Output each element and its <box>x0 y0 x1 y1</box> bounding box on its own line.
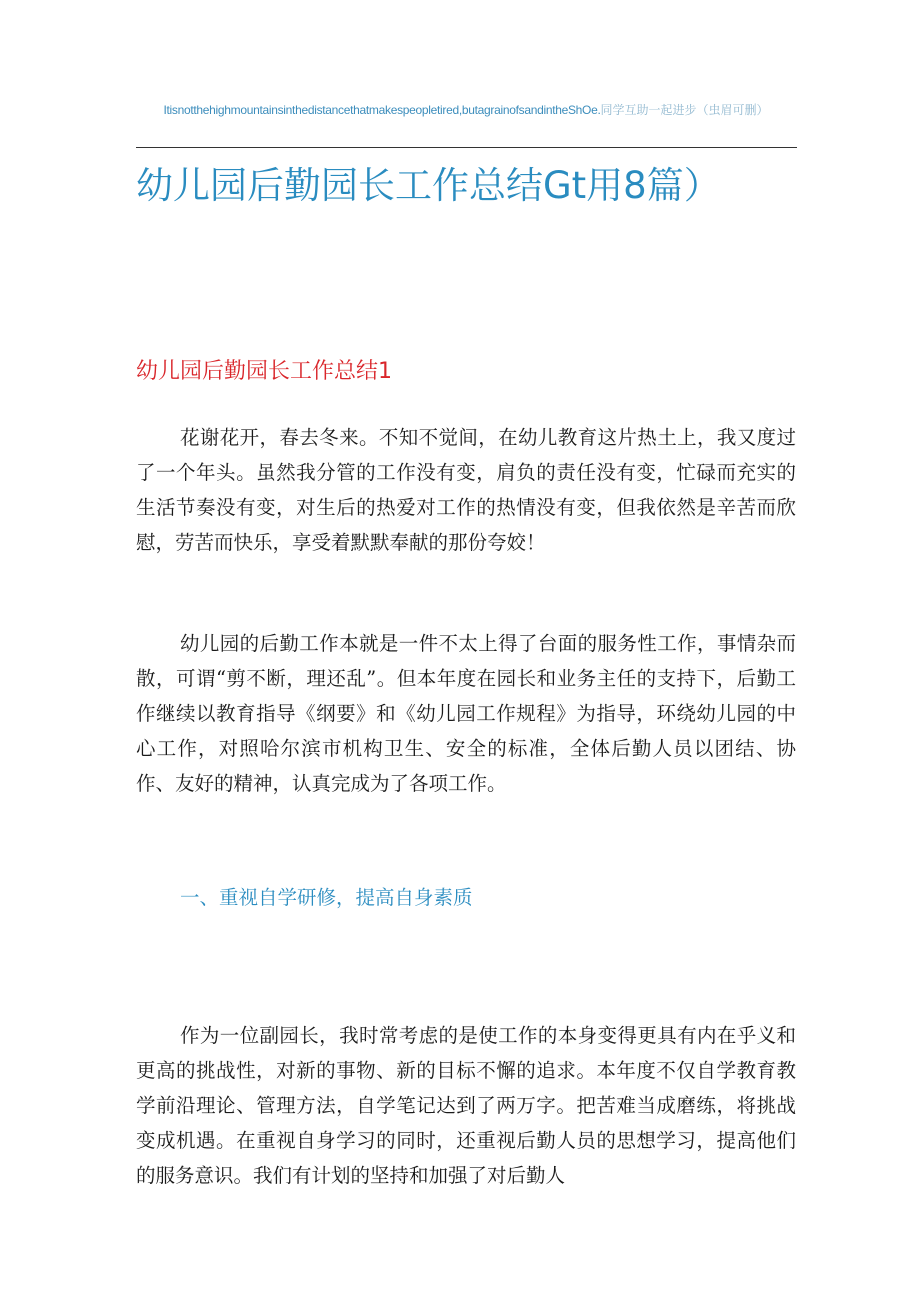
paragraph: 幼儿园的后勤工作本就是一件不太上得了台面的服务性工作，事情杂而散，可谓“剪不断，理还乱”。但本年度在园长和业务主任的支持下，后勤工作继续以教育指导《纲要》和《幼儿园工作规程》为指导，环绕幼儿园的中心工作，对照哈尔滨市机构卫生、安全的标准，全体后勤人员以团结、协作、友好的精神，认真完成为了各项工作。 <box>136 632 796 795</box>
header-divider <box>136 147 797 148</box>
document-title: 幼儿园后勤园长工作总结Gt用8篇） <box>136 164 721 207</box>
page-header <box>136 98 796 122</box>
header-quote: Itisnotthehighmountainsinthedistancethatmakespeopletired,butagrainofsandintheShOe. <box>163 103 601 117</box>
header-note: 同学互助一起进步（虫眉可删） <box>600 103 769 117</box>
subheading: 一、重视自学研修，提高自身素质 <box>180 886 473 909</box>
section-title: 幼儿园后勤园长工作总结1 <box>136 359 392 384</box>
paragraph: 作为一位副园长，我时常考虑的是使工作的本身变得更具有内在乎义和更高的挑战性，对新的事物、新的目标不懈的追求。本年度不仅自学教育教学前沿理论、管理方法，自学笔记达到了两万字。把苦难当成磨练，将挑战变成机遇。在重视自身学习的同时，还重视后勤人员的思想学习，提高他们的服务意识。我们有计划的坚持和加强了对后勤人 <box>136 1024 796 1187</box>
paragraph: 花谢花开，春去冬来。不知不觉间，在幼儿教育这片热土上，我又度过了一个年头。虽然我分管的工作没有变，肩负的责任没有变，忙碌而充实的生活节奏没有变，对生后的热爱对工作的热情没有变，但我依然是辛苦而欣慰，劳苦而快乐，享受着默默奉献的那份夸姣！ <box>136 426 796 554</box>
